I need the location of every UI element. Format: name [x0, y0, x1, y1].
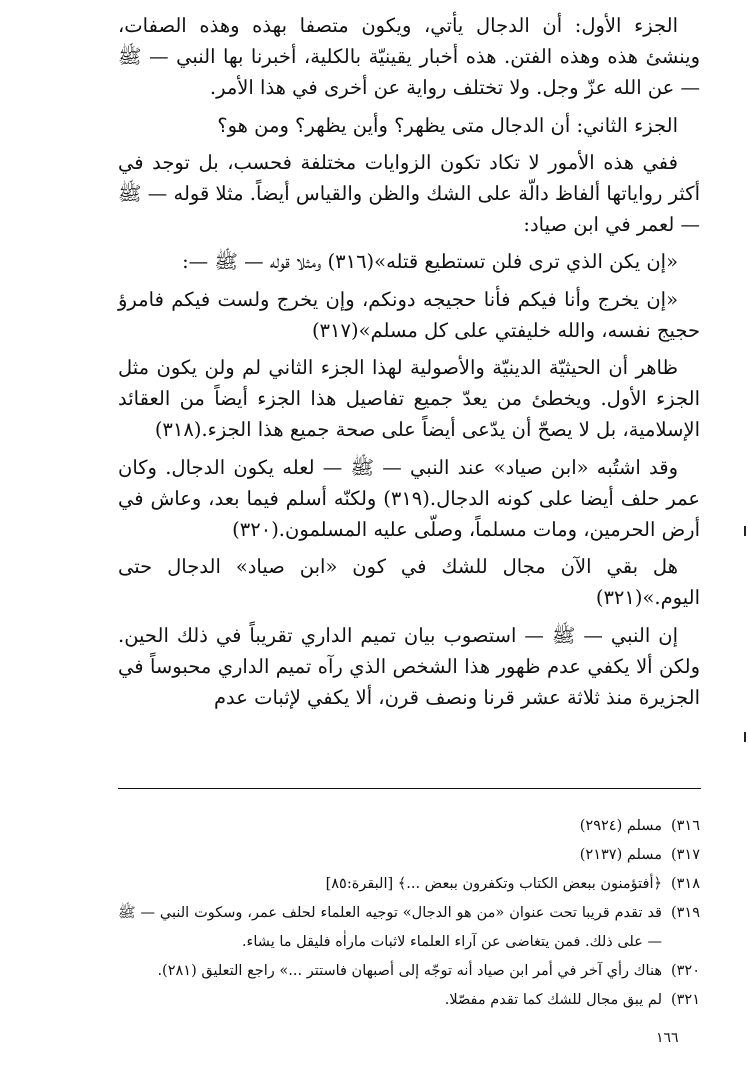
footnote-text: لم يبق مجال للشك كما تقدم مفصّلا.: [444, 992, 662, 1008]
footnote-number: ٣٢٠): [670, 963, 700, 979]
paragraph-narrations: ففي هذه الأمور لا تكاد تكون الزوايات مختلفة فحسب، بل توجد في أكثر رواياتها ألفاظ دالّة على الشك والظن والقياس أيضاً. مثلا قوله — ﷺ — لعمر في ابن صياد:: [118, 150, 700, 237]
paragraph-part-one: الجزء الأول: أن الدجال يأتي، ويكون متصفا بهذه وهذه الصفات، وينشئ هذه وهذه الفتن. هذه أخبار يقينيّة بالكلية، أخبرنا بها النبي — ﷺ — عن الله عزّ وجل. ولا تختلف رواية عن أخرى في هذا الأمر.: [118, 14, 700, 100]
footnote-divider: [118, 788, 701, 789]
footnotes: [118, 812, 700, 1015]
footnote-text: ﴿أفتؤمنون ببعض الكتاب وتكفرون ببعض ...﴾ [البقرة:٨٥]: [325, 876, 662, 892]
footnote: [118, 957, 700, 986]
footnote-text: مسلم (٢١٣٧): [579, 847, 662, 863]
scan-edge-mark: [744, 732, 746, 742]
footnote: [118, 899, 700, 957]
footnote-number: ٣١٨): [670, 876, 700, 892]
footnote: [118, 841, 700, 870]
paragraph-part-two: الجزء الثاني: أن الدجال متى يظهر؟ وأين يظهر؟ ومن هو؟: [217, 113, 678, 137]
paragraph-ibn-sayyad: وقد اشتُبه «ابن صياد» عند النبي — ﷺ — لعله يكون الدجال. وكان عمر حلف أيضا على كونه الدجال.(٣١٩) ولكنّه أسلم فيما بعد، وعاش في أرض الحرمين، ومات مسلماً، وصلّى عليه المسلمون.(٣٢٠): [118, 455, 700, 542]
hadith-quote-2: «إن يخرج وأنا فيكم فأنا حجيجه دونكم، وإن يخرج ولست فيكم فامرؤ حجيج نفسه، والله خليفتي على كل مسلم»(٣١٧): [118, 287, 700, 342]
footnote: [118, 986, 700, 1015]
footnote-text: مسلم (٢٩٢٤): [579, 818, 662, 834]
paragraph-religious-status: ظاهر أن الحيثيّة الدينيّة والأصولية لهذا الجزء الثاني لم ولن يكون مثل الجزء الأول. ويخطئ من يعدّ جميع تفاصيل هذا الجزء أيضاً من العقائد الإسلامية، بل لا يصحّ أن يدّعى أيضاً على صحة جميع هذا الجزء.(٣١٨): [118, 356, 700, 442]
footnote: [118, 870, 700, 899]
footnote-text: قد تقدم قريبا تحت عنوان «من هو الدجال» توجيه العلماء لحلف عمر، وسكوت النبي — ﷺ — على ذلك. فمن يتغاضى عن آراء العلماء لاثبات ماراٰه فليقل ما يشاء.: [118, 905, 662, 950]
footnote-number: ٣٢١): [670, 992, 700, 1008]
footnote-number: ٣١٧): [670, 847, 700, 863]
scan-edge-mark: [744, 526, 746, 536]
footnote-number: ٣١٦): [670, 818, 700, 834]
hadith-quote-1: «إن يكن الذي ترى فلن تستطيع قتله»(٣١٦) ومثلا قوله — ﷺ —:: [182, 250, 678, 274]
main-text: [118, 10, 700, 713]
footnote-number: ٣١٩): [670, 905, 700, 921]
paragraph-doubt-question: هل بقي الآن مجال للشك في كون «ابن صياد» الدجال حتى اليوم.»(٣٢١): [118, 555, 700, 610]
footnote-text: هناك رأي آخر في أمر ابن صياد أنه توجّه إلى أصبهان فاستتر ...» راجع التعليق (٢٨١).: [157, 963, 662, 979]
page-number: ١٦٦: [656, 1030, 679, 1046]
footnote: [118, 812, 700, 841]
paragraph-tamim-dari: إن النبي — ﷺ — استصوب بيان تميم الداري تقريباً في ذلك الحين. ولكن ألا يكفي عدم ظهور هذا الشخص الذي رآه تميم الداري محبوساً في الجزيرة منذ ثلاثة عشر قرنا ونصف قرن، ألا يكفي لإثبات عدم: [118, 623, 700, 710]
